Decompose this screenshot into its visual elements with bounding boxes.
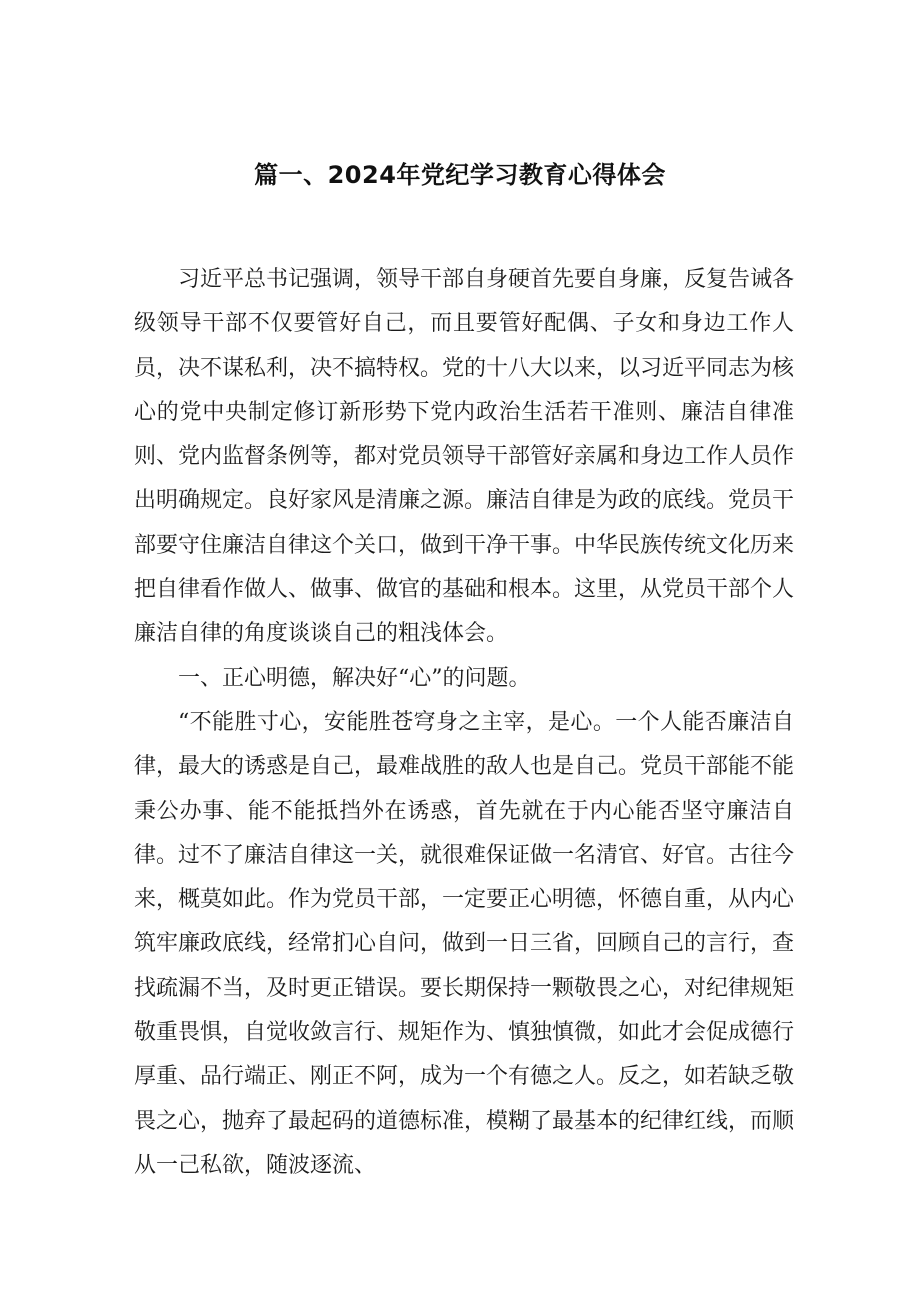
- body-paragraph-intro: 习近平总书记强调，领导干部自身硬首先要自身廉，反复告诫各级领导干部不仅要管好自己，而且要管好配偶、子女和身边工作人员，决不谋私利，决不搞特权。党的十八大以来，以习近平同志为核心的党中央制定修订新形势下党内政治生活若干准则、廉洁自律准则、党内监督条例等，都对党员领导干部管好亲属和身边工作人员作出明确规定。良好家风是清廉之源。廉洁自律是为政的底线。党员干部要守住廉洁自律这个关口，做到干净干事。中华民族传统文化历来把自律看作做人、做事、做官的基础和根本。这里，从党员干部个人廉洁自律的角度谈谈自己的粗浅体会。: [134, 267, 795, 647]
- document-title: 篇一、2024年党纪学习教育心得体会: [254, 161, 666, 189]
- body-paragraph-section-1: “不能胜寸心，安能胜苍穹身之主宰，是心。一个人能否廉洁自律，最大的诱惑是自己，最难战胜的敌人也是自己。党员干部能不能秉公办事、能不能抵挡外在诱惑，首先就在于内心能否坚守廉洁自律。过不了廉洁自律这一关，就很难保证做一名清官、好官。古往今来，概莫如此。作为党员干部，一定要正心明德，怀德自重，从内心筑牢廉政底线，经常扪心自问，做到一日三省，回顾自己的言行，查找疏漏不当，及时更正错误。要长期保持一颗敬畏之心，对纪律规矩敬重畏惧，自觉收敛言行、规矩作为、慎独慎微，如此才会促成德行厚重、品行端正、刚正不阿，成为一个有德之人。反之，如若缺乏敬畏之心，抛弃了最起码的道德标准，模糊了最基本的纪律红线，而顺从一己私欲，随波逐流、: [134, 709, 795, 1178]
- section-heading-1: 一、正心明德，解决好“心”的问题。: [178, 665, 531, 691]
- document-body: [134, 258, 794, 1188]
